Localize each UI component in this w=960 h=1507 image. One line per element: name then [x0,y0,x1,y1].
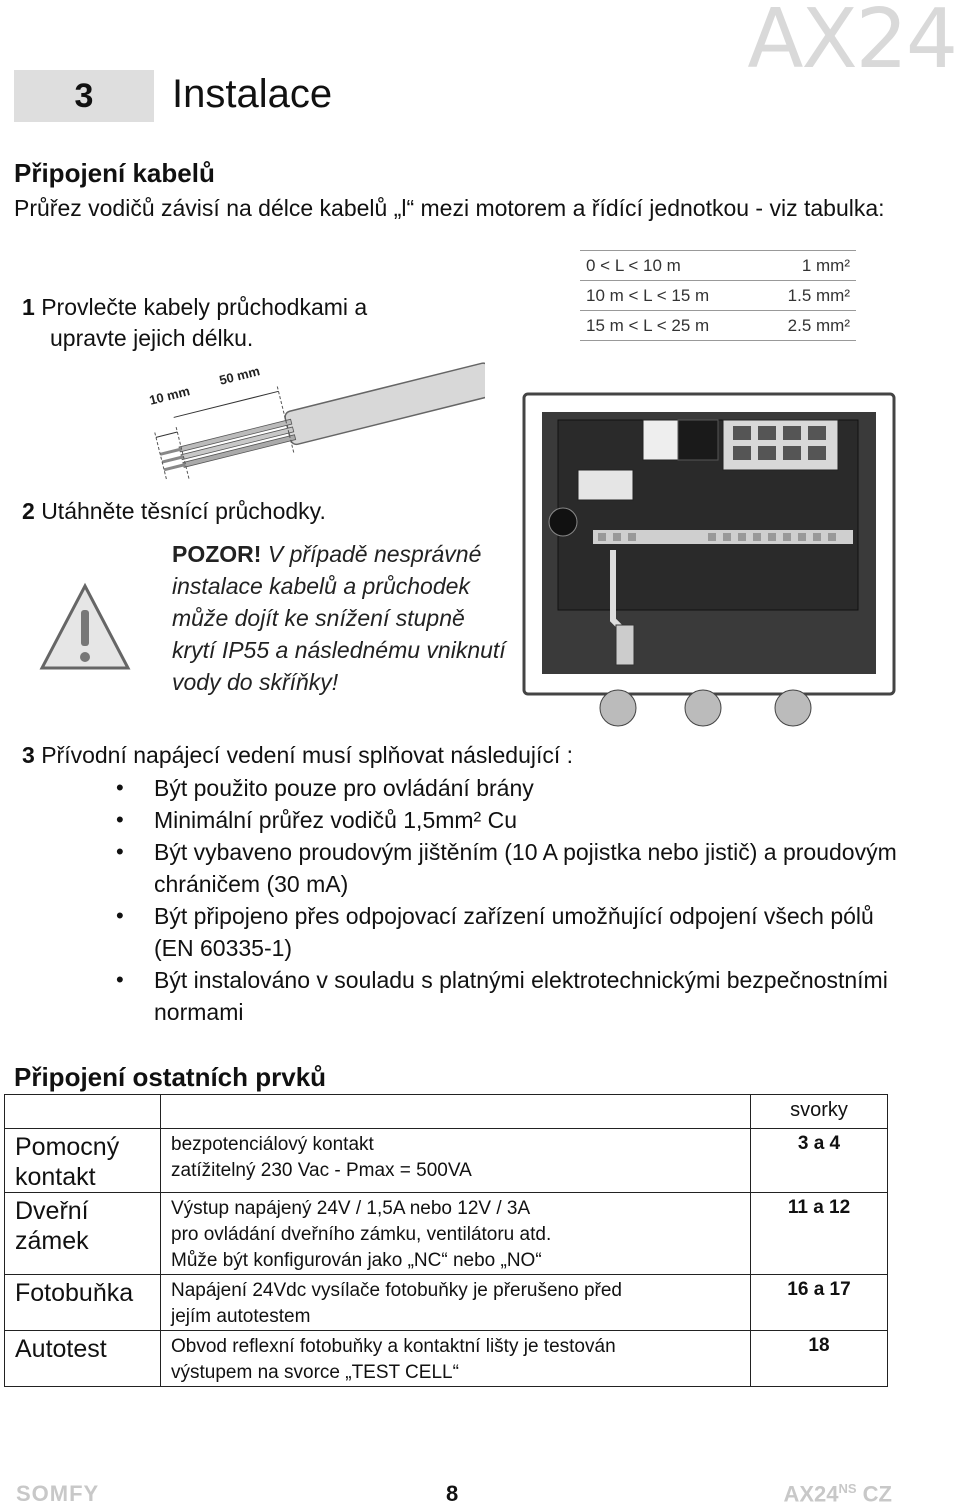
step-text: Utáhněte těsnící průchodky. [41,498,326,524]
step-2 [22,496,326,527]
description-line: výstupem na svorce „TEST CELL“ [171,1362,459,1383]
table-row [5,1331,888,1387]
table-row [580,251,856,281]
item-description [161,1275,751,1331]
list-item: • Být instalováno v souladu s platnými elektrotechnickými bezpečnostními normami [116,964,916,1028]
table-cell: 1 mm² [758,251,856,281]
list-item: • Být vybaveno proudovým jištěním (10 A pojistka nebo jistič) a proudovým chráničem (30 mA) [116,836,916,900]
list-item: • Minimální průřez vodičů 1,5mm² Cu [116,804,916,836]
list-item: • Být připojeno přes odpojovací zařízení umožňující odpojení všech pólů (EN 60335-1) [116,900,916,964]
item-name: Pomocný kontakt [5,1129,161,1193]
table-cell: 15 m < L < 25 m [580,311,758,341]
footer-model: AX24 [783,1481,839,1506]
description-line: Napájení 24Vdc vysílače fotobuňky je přerušeno před [171,1280,622,1301]
description-line: Obvod reflexní fotobuňky a kontaktní lišty je testován [171,1336,616,1357]
description-line: pro ovládání dveřního zámku, ventilátoru atd. [171,1224,552,1245]
table-header-row [5,1095,888,1129]
dim-10mm: 10 mm [147,383,192,408]
table-cell: 0 < L < 10 m [580,251,758,281]
cables-heading: Připojení kabelů [14,158,215,188]
requirements-list [116,772,916,1028]
footer-lang: CZ [856,1481,892,1506]
step-number: 2 [22,498,35,524]
dim-50mm: 50 mm [217,363,262,388]
warning-label: POZOR! [172,541,262,567]
description-line: jejím autotestem [171,1306,311,1327]
item-name: Autotest [5,1331,161,1387]
table-cell [161,1095,751,1129]
table-row [5,1275,888,1331]
step-text: Provlečte kabely průchodkami a [41,294,368,320]
footer-product [783,1481,892,1507]
section-number: 3 [14,70,154,122]
item-description [161,1129,751,1193]
warning-note [172,538,512,698]
table-row [5,1193,888,1275]
step-3 [22,740,573,771]
control-unit-photo [518,390,900,730]
other-heading: Připojení ostatních prvků [14,1062,327,1092]
warning-text: V případě nesprávné instalace kabelů a průchodek může dojít ke snížení stupně krytí IP55 a následnému vniknutí vody do skříňky! [172,541,506,695]
footer-brand: SOMFY [16,1481,100,1506]
table-cell [5,1095,161,1129]
step-number: 3 [22,742,35,768]
table-row [580,281,856,311]
brand-watermark: AX24 [747,0,956,87]
step-text: Přívodní napájecí vedení musí splňovat následující : [41,742,574,768]
item-name: Fotobuňka [5,1275,161,1331]
cable-size-table [580,250,856,341]
step-number: 1 [22,294,35,320]
list-item: • Být použito pouze pro ovládání brány [116,772,916,804]
footer-model-sup: NS [838,1480,857,1496]
table-cell: 1.5 mm² [758,281,856,311]
item-terminals: 3 a 4 [751,1129,888,1193]
table-row [5,1129,888,1193]
step-1 [22,292,367,354]
description-line: bezpotenciálový kontakt [171,1134,374,1155]
description-line: zatížitelný 230 Vac - Pmax = 500VA [171,1160,472,1181]
item-name: Dveřní zámek [5,1193,161,1275]
description-line: Může být konfigurován jako „NC“ nebo „NO“ [171,1250,542,1271]
section-title: Instalace [172,72,333,116]
step-text: upravte jejich délku. [50,325,254,351]
page-number: 8 [446,1481,459,1506]
warning-icon [38,580,132,674]
item-description [161,1193,751,1275]
item-terminals: 18 [751,1331,888,1387]
item-description [161,1331,751,1387]
table-row [580,311,856,341]
connections-table [4,1094,888,1387]
item-terminals: 16 a 17 [751,1275,888,1331]
cable-strip-illustration [140,355,485,480]
cables-intro: Průřez vodičů závisí na délce kabelů „l“ mezi motorem a řídící jednotkou - viz tabulka: [14,195,885,221]
table-cell: 2.5 mm² [758,311,856,341]
description-line: Výstup napájený 24V / 1,5A nebo 12V / 3A [171,1198,531,1219]
item-terminals: 11 a 12 [751,1193,888,1275]
table-cell: 10 m < L < 15 m [580,281,758,311]
column-header-terminals: svorky [751,1095,888,1129]
